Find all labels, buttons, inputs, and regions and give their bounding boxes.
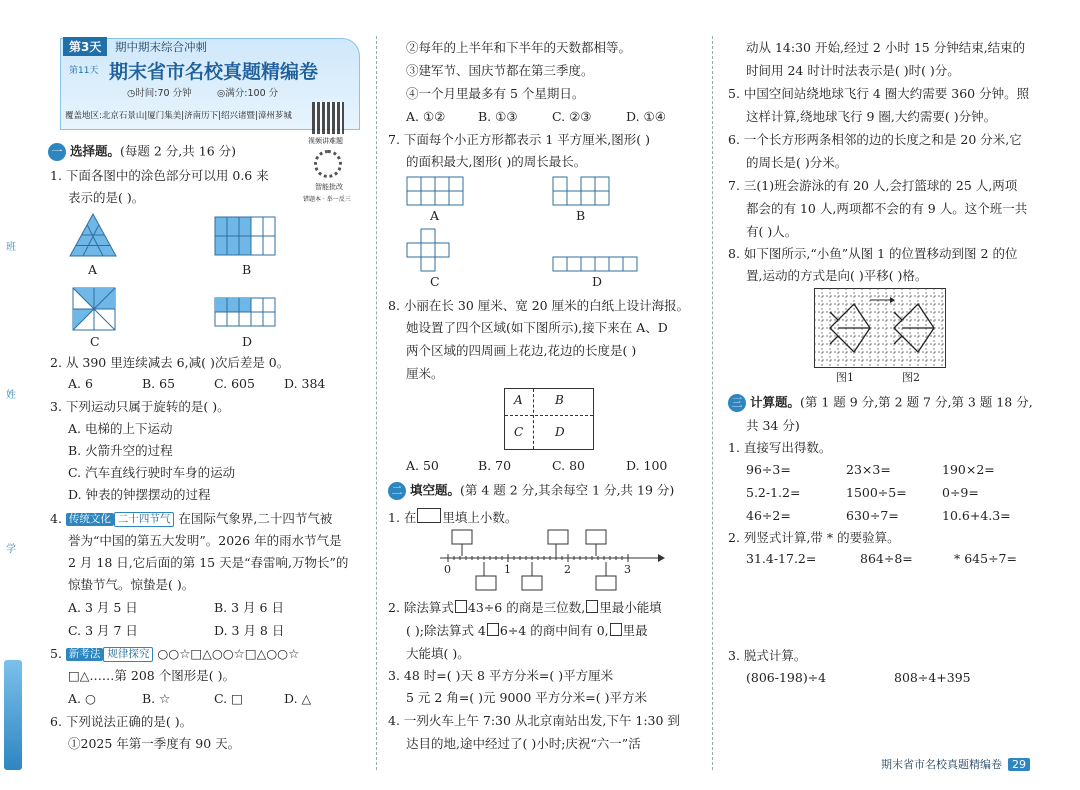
tick-label: 0 bbox=[444, 563, 451, 576]
figure-a bbox=[68, 212, 118, 258]
tag-pattern: 规律探究 bbox=[103, 647, 153, 662]
q6-option[interactable]: A. ①② bbox=[406, 109, 446, 124]
f3-text: 3. 48 时=( )天 8 平方分米=( )平方厘米 bbox=[388, 668, 614, 683]
fig1-label: 图1 bbox=[836, 371, 854, 384]
fish-grid bbox=[814, 288, 946, 368]
shape-d bbox=[552, 256, 638, 272]
q8-text: 两个区域的四周画上花边,花边的长度是( ) bbox=[406, 343, 637, 358]
q8-option[interactable]: C. 80 bbox=[552, 458, 585, 473]
target-icon: ◎ bbox=[217, 88, 226, 99]
q4-option[interactable]: D. 3 月 8 日 bbox=[214, 623, 285, 638]
q8-option[interactable]: A. 50 bbox=[406, 458, 439, 473]
f4-text: 达目的地,途中经过了( )小时;庆祝“六一”活 bbox=[406, 736, 641, 751]
figure-b bbox=[214, 216, 276, 256]
fig-label-a: A bbox=[88, 262, 98, 277]
q4-text: 惊蛰节气。惊蛰是( )。 bbox=[68, 577, 195, 592]
q4-option[interactable]: A. 3 月 5 日 bbox=[68, 600, 138, 615]
q2-option[interactable]: C. 605 bbox=[214, 376, 255, 391]
f2-text: ( );除法算式 4 6÷4 的商中间有 0, 里最 bbox=[406, 623, 648, 638]
q5-text: 5. 新考法 规律探究 ○○☆□△○○☆□△○○☆ bbox=[50, 646, 300, 661]
fig2-label: 图2 bbox=[902, 371, 920, 384]
clock-icon: ◷ bbox=[127, 88, 136, 99]
fig-label-b: B bbox=[242, 262, 252, 277]
tick-label: 2 bbox=[564, 563, 571, 576]
f6-text: 的周长是( )分米。 bbox=[746, 155, 848, 170]
q4-text: 2 月 18 日,它后面的第 15 天是“春雷响,万物长”的 bbox=[68, 555, 349, 570]
calc-item[interactable]: 190×2= bbox=[942, 462, 995, 477]
q5-text: □△……第 208 个图形是( )。 bbox=[68, 668, 235, 683]
f7-text: 有( )人。 bbox=[746, 224, 798, 239]
shape-label-d: D bbox=[592, 274, 603, 289]
day-num: 第11天 bbox=[69, 66, 99, 76]
f2-text: 2. 除法算式 43÷6 的商是三位数, 里最小能填 bbox=[388, 600, 662, 615]
q6-statement: ①2025 年第一季度有 90 天。 bbox=[68, 736, 241, 751]
shape-c bbox=[406, 228, 450, 272]
k3-text: 3. 脱式计算。 bbox=[728, 648, 807, 663]
f1-text: 1. 在 里填上小数。 bbox=[388, 510, 518, 525]
q2-text: 2. 从 390 里连续减去 6,减( )次后差是 0。 bbox=[50, 355, 290, 370]
q5-option[interactable]: C. □ bbox=[214, 691, 243, 706]
calc-item[interactable]: 96÷3= bbox=[746, 462, 791, 477]
q6-option[interactable]: B. ①③ bbox=[478, 109, 518, 124]
page-title: 期末省市名校真题精编卷 bbox=[109, 61, 319, 83]
q8-text: 8. 小丽在长 30 厘米、宽 20 厘米的白纸上设计海报。 bbox=[388, 298, 690, 313]
q2-option[interactable]: A. 6 bbox=[68, 376, 93, 391]
vertical-calc-item[interactable]: * 645÷7= bbox=[954, 551, 1017, 566]
vertical-calc-item[interactable]: 31.4-17.2= bbox=[746, 551, 817, 566]
vertical-calc-item[interactable]: 864÷8= bbox=[860, 551, 913, 566]
q6-option[interactable]: C. ②③ bbox=[552, 109, 592, 124]
f8-text: 8. 如下图所示,“小鱼”从图 1 的位置移动到图 2 的位 bbox=[728, 246, 1018, 261]
poster-cell: A bbox=[514, 393, 523, 407]
tag-solar-terms: 二十四节气 bbox=[114, 512, 175, 527]
smart-grade-sub: 错题本 · 举一反三 bbox=[303, 196, 351, 203]
q8-option[interactable]: B. 70 bbox=[478, 458, 512, 473]
tag-culture: 传统文化 bbox=[66, 513, 114, 526]
page-footer: 期末省市名校真题精编卷 29 bbox=[881, 756, 1030, 772]
f4-text: 动从 14:30 开始,经过 2 小时 15 分钟结束,结束的 bbox=[746, 40, 1026, 55]
q3-text: 3. 下列运动只属于旋转的是( )。 bbox=[50, 399, 230, 414]
tick-label: 1 bbox=[504, 563, 511, 576]
smart-grade-label: 智能批改 bbox=[315, 183, 343, 191]
q5-option[interactable]: B. ☆ bbox=[142, 691, 171, 706]
section-number-icon: 一 bbox=[48, 143, 66, 161]
fig-label-c: C bbox=[90, 334, 100, 349]
q4-text: 4. 传统文化 二十四节气 在国际气象界,二十四节气被 bbox=[50, 511, 333, 526]
poster-cell: C bbox=[514, 425, 524, 439]
stepwise-calc-item[interactable]: 808÷4+395 bbox=[894, 670, 971, 685]
calc-item[interactable]: 23×3= bbox=[846, 462, 891, 477]
q5-option[interactable]: A. ○ bbox=[68, 691, 96, 706]
q7-text: 的面积最大,图形( )的周长最长。 bbox=[406, 154, 587, 169]
section-number-icon: 三 bbox=[728, 394, 746, 412]
poster-cell: B bbox=[555, 393, 564, 407]
number-line bbox=[436, 526, 666, 594]
q5-option[interactable]: D. △ bbox=[284, 691, 312, 706]
figure-c bbox=[72, 287, 116, 331]
column-divider bbox=[376, 36, 377, 770]
q6-option[interactable]: D. ①④ bbox=[626, 109, 666, 124]
calc-item[interactable]: 10.6+4.3= bbox=[942, 508, 1011, 523]
f7-text: 都会的有 10 人,两项都不会的有 9 人。这个班一共 bbox=[746, 201, 1028, 216]
q4-text: 誉为“中国的第五大发明”。2026 年的雨水节气是 bbox=[68, 533, 342, 548]
section-choice: 一 选择题。(每题 2 分,共 16 分) bbox=[48, 143, 236, 161]
poster-cell: D bbox=[555, 425, 565, 439]
q3-option[interactable]: D. 钟表的钟摆摆动的过程 bbox=[68, 487, 211, 502]
shape-a bbox=[406, 176, 464, 206]
figure-d bbox=[214, 297, 276, 327]
column-divider bbox=[712, 36, 713, 770]
shape-label-c: C bbox=[430, 274, 440, 289]
section-fill: 二 填空题。(第 4 题 2 分,其余每空 1 分,共 19 分) bbox=[388, 482, 674, 500]
shape-label-b: B bbox=[576, 208, 586, 223]
f4-text: 4. 一列火车上午 7:30 从北京南站出发,下午 1:30 到 bbox=[388, 713, 680, 728]
f5-text: 这样计算,绕地球飞行 9 圈,大约需要( )分钟。 bbox=[746, 109, 997, 124]
q8-text: 厘米。 bbox=[406, 366, 444, 381]
day-tag: 第3天 bbox=[63, 37, 107, 56]
section-calc-points: 共 34 分) bbox=[746, 418, 800, 433]
side-decoration bbox=[4, 660, 22, 770]
f3-text: 5 元 2 角=( )元 9000 平方分米=( )平方米 bbox=[406, 690, 647, 705]
calc-item[interactable]: 630÷7= bbox=[846, 508, 899, 523]
section-number-icon: 二 bbox=[388, 482, 406, 500]
shape-b bbox=[552, 176, 610, 206]
q4-option[interactable]: C. 3 月 7 日 bbox=[68, 623, 138, 638]
k1-text: 1. 直接写出得数。 bbox=[728, 440, 832, 455]
qr-label: 视频讲难题 bbox=[308, 137, 343, 145]
q8-option[interactable]: D. 100 bbox=[626, 458, 668, 473]
q8-text: 她设置了四个区域(如下图所示),接下来在 A、D bbox=[406, 320, 668, 335]
page-number: 29 bbox=[1008, 758, 1030, 771]
f2-text: 大能填( )。 bbox=[406, 646, 470, 661]
q3-option[interactable]: C. 汽车直线行驶时车身的运动 bbox=[68, 465, 236, 480]
side-mark-name: 姓 bbox=[6, 390, 16, 401]
f6-text: 6. 一个长方形两条相邻的边的长度之和是 20 分米,它 bbox=[728, 132, 1022, 147]
calc-item[interactable]: 1500÷5= bbox=[846, 485, 907, 500]
regions: 覆盖地区:北京石景山|厦门集美|济南历下|绍兴诸暨|漳州芗城 bbox=[65, 111, 292, 121]
qr-code[interactable] bbox=[312, 102, 344, 134]
side-mark-class: 班 bbox=[6, 242, 16, 253]
stepwise-calc-item[interactable]: (806-198)÷4 bbox=[746, 670, 827, 685]
smart-grade-icon bbox=[314, 150, 342, 178]
q6-statement: ④一个月里最多有 5 个星期日。 bbox=[406, 86, 585, 101]
f7-text: 7. 三(1)班会游泳的有 20 人,会打篮球的 25 人,两项 bbox=[728, 178, 1018, 193]
q2-option[interactable]: B. 65 bbox=[142, 376, 176, 391]
f8-text: 置,运动的方式是向( )平移( )格。 bbox=[746, 268, 928, 283]
f5-text: 5. 中国空间站绕地球飞行 4 圈大约需要 360 分钟。照 bbox=[728, 86, 1030, 101]
time-info: ◷时间:70 分钟 bbox=[127, 88, 192, 99]
k2-text: 2. 列竖式计算,带 * 的要验算。 bbox=[728, 530, 900, 545]
q6-statement: ②每年的上半年和下半年的天数都相等。 bbox=[406, 40, 632, 55]
section-calc: 三 计算题。(第 1 题 9 分,第 2 题 7 分,第 3 题 18 分, bbox=[728, 394, 1033, 412]
f4-text: 时间用 24 时计时法表示是( )时( )分。 bbox=[746, 63, 960, 78]
side-mark-id: 学 bbox=[6, 544, 16, 555]
series-title: 期中期末综合冲刺 bbox=[115, 40, 207, 54]
q3-option[interactable]: B. 火箭升空的过程 bbox=[68, 443, 173, 458]
score-info: ◎满分:100 分 bbox=[217, 88, 279, 99]
poster-diagram bbox=[504, 388, 594, 450]
q1-text: 1. 下面各图中的涂色部分可以用 0.6 来 bbox=[50, 168, 269, 183]
q4-option[interactable]: B. 3 月 6 日 bbox=[214, 600, 284, 615]
calc-item[interactable]: 46÷2= bbox=[746, 508, 791, 523]
q6-text: 6. 下列说法正确的是( )。 bbox=[50, 714, 193, 729]
q1-text: 表示的是( )。 bbox=[68, 190, 145, 205]
q7-text: 7. 下面每个小正方形都表示 1 平方厘米,图形( ) bbox=[388, 132, 651, 147]
q2-option[interactable]: D. 384 bbox=[284, 376, 326, 391]
q6-statement: ③建军节、国庆节都在第三季度。 bbox=[406, 63, 594, 78]
tick-label: 3 bbox=[624, 563, 631, 576]
q3-option[interactable]: A. 电梯的上下运动 bbox=[68, 421, 173, 436]
shape-label-a: A bbox=[430, 208, 440, 223]
calc-item[interactable]: 5.2-1.2= bbox=[746, 485, 801, 500]
calc-item[interactable]: 0÷9= bbox=[942, 485, 979, 500]
fig-label-d: D bbox=[242, 334, 253, 349]
tag-new-method: 新考法 bbox=[66, 648, 104, 661]
